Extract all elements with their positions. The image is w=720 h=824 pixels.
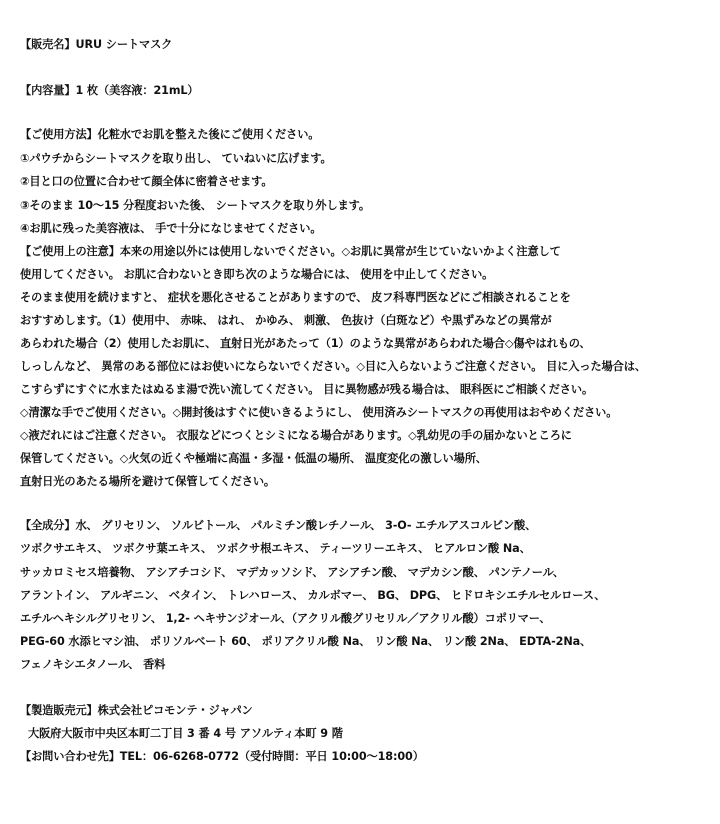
- caution-line: 本来の用途以外には使用しないでください。◇お肌に異常が生じていないかよく注意して: [119, 245, 561, 258]
- manufacturer-line: [20, 703, 712, 719]
- ingredient-line: サッカロミセス培養物、 アシアチコシド、 マデカッソシド、 アシアチン酸、 マデカシン酸、 パンテノール、: [20, 566, 564, 579]
- ingredient-line: フェノキシエタノール、 香料: [20, 658, 166, 671]
- manufacturer-label: 【製造販売元】: [20, 704, 98, 717]
- caution-line: 使用してください。 お肌に合わないとき即ち次のような場合には、 使用を中止してください。: [20, 268, 494, 281]
- ingredient-line: 水、 グリセリン、 ソルビトール、 パルミチン酸レチノール、 3-O- エチルアスコルビン酸、: [75, 519, 537, 532]
- volume-value: 1 枚（美容液：21mL）: [75, 84, 199, 97]
- ingredients-heading-line: [20, 518, 712, 534]
- contact-line: [20, 749, 712, 765]
- product-name-line: [20, 37, 712, 53]
- usage-step: ②目と口の位置に合わせて顔全体に密着させます。: [20, 175, 273, 188]
- ingredients-label: 【全成分】: [20, 519, 76, 532]
- manufacturer-address: 大阪府大阪市中央区本町二丁目 3 番 4 号 アソルティ本町 9 階: [28, 727, 343, 740]
- manufacturer-name: 株式会社ピコモンテ・ジャパン: [97, 704, 253, 717]
- caution-line: ◇清潔な手でご使用ください。◇開封後はすぐに使いきるようにし、 使用済みシートマスクの再使用はおやめください。: [20, 406, 618, 419]
- caution-line: あらわれた場合（2）使用したお肌に、 直射日光があたって（1）のような異常があらわれた場合◇傷やはれもの、: [20, 337, 591, 350]
- contact-label: 【お問い合わせ先】: [20, 750, 120, 763]
- caution-line: 直射日光のあたる場所を避けて保管してください。: [20, 475, 276, 488]
- cautions-heading-line: [20, 244, 712, 260]
- usage-label: 【ご使用方法】: [20, 128, 98, 141]
- usage-step: ③そのまま 10～15 分程度おいた後、 シートマスクを取り外します。: [20, 199, 370, 212]
- usage-heading-line: [20, 127, 712, 143]
- caution-line: 保管してください。◇火気の近くや極端に高温・多湿・低温の場所、 温度変化の激しい場所、: [20, 452, 487, 465]
- contact-value: TEL：06-6268-0772（受付時間：平日 10:00～18:00）: [119, 750, 424, 763]
- caution-line: ◇液だれにはご注意ください。 衣服などにつくとシミになる場合があります。◇乳幼児の手の届かないところに: [20, 429, 572, 442]
- product-name-label: 【販売名】: [20, 38, 76, 51]
- caution-line: そのまま使用を続けますと、 症状を悪化させることがありますので、 皮フ科専門医などにご相談されることを: [20, 291, 571, 304]
- volume-label: 【内容量】: [20, 84, 76, 97]
- usage-step: ①パウチからシートマスクを取り出し、 ていねいに広げます。: [20, 152, 332, 165]
- volume-line: [20, 83, 712, 99]
- caution-line: こすらずにすぐに水またはぬるま湯で洗い流してください。 目に異物感が残る場合は、 眼科医にご相談ください。: [20, 383, 594, 396]
- ingredient-line: エチルヘキシルグリセリン、 1,2- ヘキサンジオール、（アクリル酸グリセリル／アクリル酸）コポリマー、: [20, 612, 551, 625]
- caution-line: しっしんなど、 異常のある部位にはお使いにならないでください。◇目に入らないようご注意ください。 目に入った場合は、: [20, 360, 646, 373]
- ingredient-line: アラントイン、 アルギニン、 ベタイン、 トレハロース、 カルボマー、 BG、 DPG、 ヒドロキシエチルセルロース、: [20, 589, 606, 602]
- product-name-value: URU シートマスク: [75, 38, 173, 51]
- usage-step: ④お肌に残った美容液は、 手で十分になじませてください。: [20, 222, 322, 235]
- usage-intro: 化粧水でお肌を整えた後にご使用ください。: [97, 128, 320, 141]
- cautions-label: 【ご使用上の注意】: [20, 245, 120, 258]
- ingredient-line: PEG-60 水添ヒマシ油、 ポリソルベート 60、 ポリアクリル酸 Na、 リン酸 Na、 リン酸 2Na、 EDTA-2Na、: [20, 635, 592, 648]
- caution-line: おすすめします。（1）使用中、 赤味、 はれ、 かゆみ、 刺激、 色抜け（白斑など）や黒ずみなどの異常が: [20, 314, 552, 327]
- ingredient-line: ツボクサエキス、 ツボクサ葉エキス、 ツボクサ根エキス、 ティーツリーエキス、 ヒアルロン酸 Na、: [20, 542, 531, 555]
